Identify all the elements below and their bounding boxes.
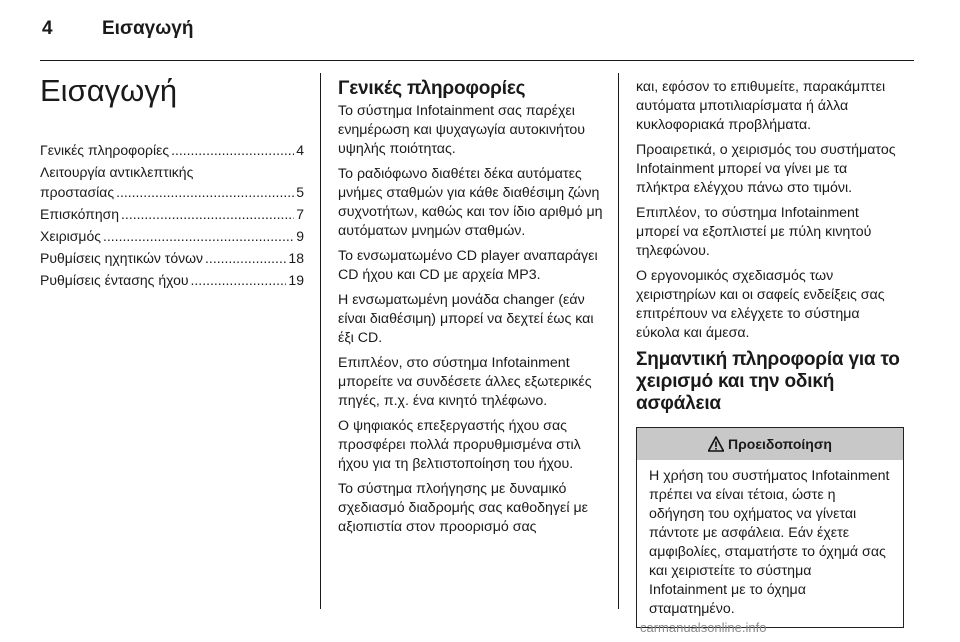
table-of-contents [40,140,304,290]
toc-item-label: Γενικές πληροφορίες [40,142,170,158]
paragraph: Το ενσωματωμένο CD player αναπαράγει CD ήχου και CD με αρχεία MP3. [338,248,598,283]
paragraph: Επιπλέον, στο σύστημα Infotainment μπορείτε να συνδέσετε άλλες εξωτερικές πηγές, π.χ. ένα κινητό τηλέφωνο. [338,355,592,409]
toc-leader [171,140,294,160]
toc-leader [116,182,294,202]
toc-item-volume-settings[interactable] [40,270,304,290]
toc-item-overview[interactable] [40,204,304,224]
paragraph: Ο ψηφιακός επεξεργαστής ήχου σας προσφέρει πολλά προρυθμισμένα στιλ ήχου για τη βελτιστοποίηση του ήχου. [338,418,581,472]
toc-item-operation[interactable] [40,226,304,246]
paragraph: Το σύστημα Infotainment σας παρέχει ενημέρωση και ψυχαγωγία αυτοκινήτου υψηλής ποιότητας. [338,103,585,157]
toc-item-page: 18 [288,250,304,266]
paragraph: Το ραδιόφωνο διαθέτει δέκα αυτόματες μνήμες σταθμών για κάθε διαθέσιμη ζώνη συχνοτήτων, καθώς και τον ίδιο αριθμό μη αυτόματων μνημών σταθμών. [338,166,603,239]
header-rule [40,60,914,61]
paragraph: Ο εργονομικός σχεδιασμός των χειριστηρίων και οι σαφείς ενδείξεις σας επιτρέπουν να ελέγχετε το σύστημα εύκολα και άμεσα. [636,268,885,341]
toc-item-label: προστασίας [40,184,115,200]
paragraph: Επιπλέον, το σύστημα Infotainment μπορεί να εξοπλιστεί με πύλη κινητού τηλεφώνου. [636,205,872,259]
toc-leader [103,226,294,246]
watermark: carmanualsonline.info [640,620,767,635]
toc-item-label: Επισκόπηση [40,206,120,222]
toc-column [40,72,304,292]
toc-leader [205,248,286,268]
toc-item-page: 7 [296,206,304,222]
column-divider-1 [320,73,321,609]
toc-item-page: 4 [296,142,304,158]
toc-item-label: Ρυθμίσεις έντασης ήχου [40,272,189,288]
paragraph: Προαιρετικά, ο χειρισμός του συστήματος Infotainment μπορεί να γίνει με τα πλήκτρα ελέγχου πάνω στο τιμόνι. [636,142,896,196]
toc-item-page: 19 [288,272,304,288]
toc-item-antitheft[interactable] [40,162,304,202]
safety-section-title: Σημαντική πληροφορία για το χειρισμό και την οδική ασφάλεια [636,349,900,414]
toc-leader [191,270,287,290]
warning-header [637,428,903,460]
warning-title: Προειδοποίηση [728,436,832,452]
toc-item-label-line1: Λειτουργία αντικλεπτικής [40,164,194,180]
general-info-column [338,78,606,543]
paragraph: και, εφόσον το επιθυμείτε, παρακάμπτει αυτόματα μποτιλιαρίσματα ή άλλα κυκλοφοριακά προβλήματα. [636,79,886,133]
chapter-title: Εισαγωγή [102,18,194,39]
page-number: 4 [42,18,53,39]
paragraph: Το σύστημα πλοήγησης με δυναμικό σχεδιασμό διαδρομής σας καθοδηγεί με αξιοπιστία στον προορισμό σας [338,481,588,535]
warning-triangle-icon [708,436,724,452]
toc-item-tone-settings[interactable] [40,248,304,268]
toc-item-label: Ρυθμίσεις ηχητικών τόνων [40,250,204,266]
section-main-title: Εισαγωγή [40,73,178,108]
column-divider-2 [618,73,619,609]
toc-item-label: Χειρισμός [40,228,102,244]
toc-leader [121,204,294,224]
warning-box [636,427,904,628]
toc-item-page: 9 [296,228,304,244]
toc-item-general[interactable] [40,140,304,160]
warning-text: Η χρήση του συστήματος Infotainment πρέπει να είναι τέτοια, ώστε η οδήγηση του οχήματος να γίνεται πάντοτε με ασφάλεια. Εάν έχετε αμφιβολίες, σταματήστε το όχημά σας και χειριστείτε το σύστημα Infotainment με το όχημα σταματημένο. [649,468,890,617]
toc-item-page: 5 [296,184,304,200]
general-info-title: Γενικές πληροφορίες [338,78,526,99]
continued-column [636,78,904,628]
paragraph: Η ενσωματωμένη μονάδα changer (εάν είναι διαθέσιμη) μπορεί να δεχτεί έως και έξι CD. [338,292,594,346]
